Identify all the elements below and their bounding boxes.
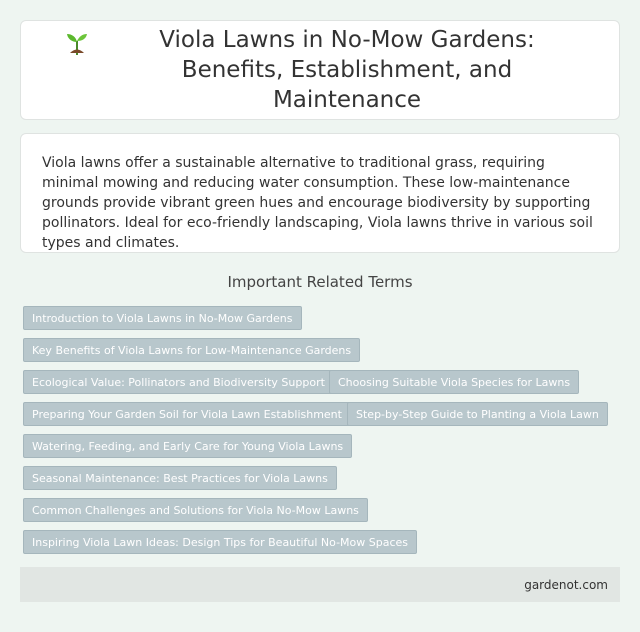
term-tag[interactable]: Preparing Your Garden Soil for Viola Lawn Establishment xyxy=(23,402,351,426)
term-tag[interactable]: Seasonal Maintenance: Best Practices for Viola Lawns xyxy=(23,466,337,490)
summary-card xyxy=(20,133,620,253)
term-tag[interactable]: Choosing Suitable Viola Species for Lawns xyxy=(329,370,579,394)
footer-site[interactable]: gardenot.com xyxy=(524,577,608,592)
page-title: Viola Lawns in No-Mow Gardens: Benefits, Establishment, and Maintenance xyxy=(159,27,535,113)
term-tag[interactable]: Common Challenges and Solutions for Viola No-Mow Lawns xyxy=(23,498,368,522)
title-card xyxy=(20,20,620,120)
term-tag[interactable]: Introduction to Viola Lawns in No-Mow Gardens xyxy=(23,306,302,330)
related-terms-heading: Important Related Terms xyxy=(227,273,413,291)
summary-text: Viola lawns offer a sustainable alternative to traditional grass, requiring minimal mowing and reducing water consumption. These low-maintenance grounds provide vibrant green hues and encourage biodiversity by supporting pollinators. Ideal for eco-friendly landscaping, Viola lawns thrive in various soil types and climates. xyxy=(42,155,593,251)
term-tag[interactable]: Ecological Value: Pollinators and Biodiversity Support xyxy=(23,370,334,394)
title-row xyxy=(63,25,577,115)
term-tag[interactable]: Key Benefits of Viola Lawns for Low-Maintenance Gardens xyxy=(23,338,360,362)
term-tag[interactable]: Step-by-Step Guide to Planting a Viola Lawn xyxy=(347,402,608,426)
sprout-icon xyxy=(63,29,91,57)
term-tag[interactable]: Inspiring Viola Lawn Ideas: Design Tips for Beautiful No-Mow Spaces xyxy=(23,530,417,554)
term-tag[interactable]: Watering, Feeding, and Early Care for Young Viola Lawns xyxy=(23,434,352,458)
footer-bar xyxy=(20,567,620,602)
